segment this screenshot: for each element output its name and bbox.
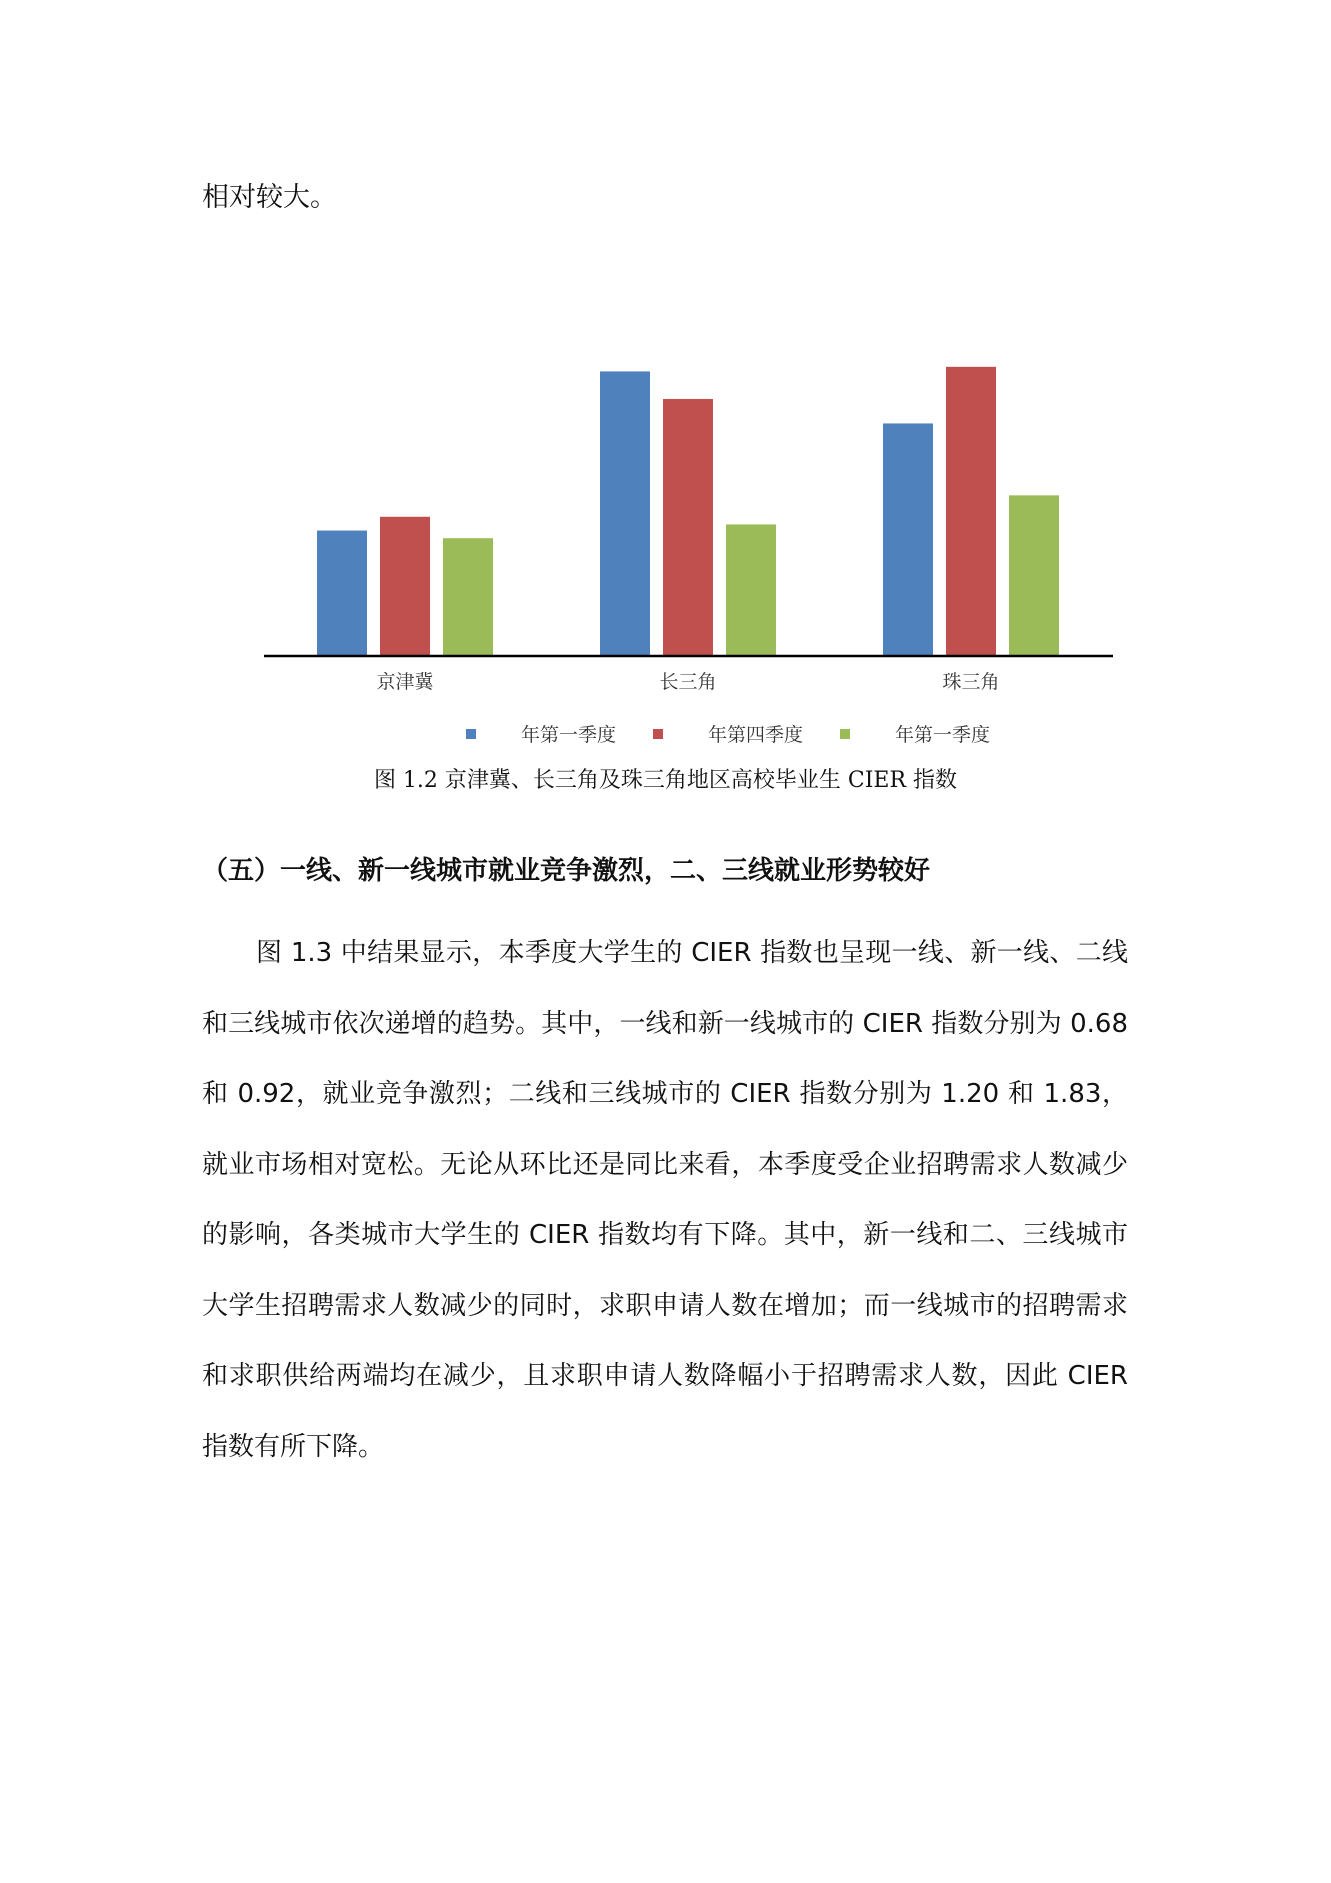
x-tick-label: 长三角 [659,671,717,693]
bar-长三角-series-1 [600,371,650,656]
bar-京津冀-series-2 [380,517,430,656]
x-tick-labels [376,671,999,693]
section-heading: （五）一线、新一线城市就业竞争激烈，二、三线就业形势较好 [202,856,931,886]
bar-长三角-series-3 [726,524,776,656]
x-tick-label: 京津冀 [376,671,434,693]
bars-layer [317,367,1059,656]
chart-legend [466,724,990,746]
legend-swatch [840,729,850,739]
x-tick-label: 珠三角 [942,671,1000,693]
legend-swatch [653,729,663,739]
legend-label: 年第一季度 [895,724,991,746]
bar-chart [0,0,1331,760]
legend-label: 年第四季度 [708,724,804,746]
intro-text: 相对较大。 [202,182,337,213]
bar-京津冀-series-3 [443,538,493,656]
body-paragraph: 图 1.3 中结果显示，本季度大学生的 CIER 指数也呈现一线、新一线、二线和三线城市依次递增的趋势。其中，一线和新一线城市的 CIER 指数分别为 0.68 和 0.92，就业竞争激烈；二线和三线城市的 CIER 指数分别为 1.20 和 1.83，就业市场相对宽松。无论从环比还是同比来看，本季度受企业招聘需求人数减少的影响，各类城市大学生的 CIER 指数均有下降。其中，新一线和二、三线城市大学生招聘需求人数减少的同时，求职申请人数在增加；而一线城市的招聘需求和求职供给两端均在减少，且求职申请人数降幅小于招聘需求人数，因此 CIER 指数有所下降。 [202,938,1128,1462]
bar-长三角-series-2 [663,399,713,656]
legend-label: 年第一季度 [521,724,617,746]
bar-珠三角-series-3 [1009,495,1059,656]
figure-caption: 图 1.2 京津冀、长三角及珠三角地区高校毕业生 CIER 指数 [373,768,958,793]
bar-京津冀-series-1 [317,531,367,656]
bar-珠三角-series-1 [883,423,933,656]
bar-珠三角-series-2 [946,367,996,656]
legend-swatch [466,729,476,739]
